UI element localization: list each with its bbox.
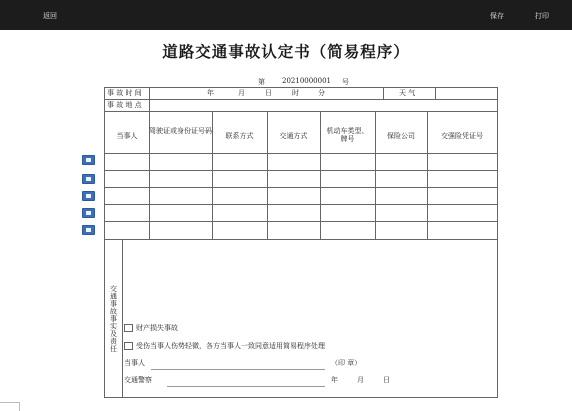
top-toolbar — [0, 0, 572, 30]
month-label: 月 — [238, 89, 245, 97]
save-button[interactable]: 保存 — [490, 12, 504, 20]
minor-injury-checkbox[interactable] — [124, 342, 133, 350]
day-label: 日 — [265, 89, 272, 97]
col-contact: 联系方式 — [225, 132, 254, 140]
serial-prefix: 第 — [258, 78, 265, 86]
id-card-icon — [86, 211, 91, 215]
row-edit-button[interactable] — [82, 191, 95, 201]
col-certificate: 交强险凭证号 — [441, 132, 483, 140]
row-edit-button[interactable] — [82, 225, 95, 235]
document-title: 道路交通事故认定书（简易程序） — [162, 42, 410, 61]
date-day-label: 日 — [383, 376, 390, 384]
print-button[interactable]: 打印 — [535, 12, 549, 20]
id-card-icon — [86, 158, 91, 162]
col-transport: 交通方式 — [279, 132, 308, 140]
accident-form — [104, 87, 498, 398]
id-card-icon — [86, 194, 91, 198]
row-edit-button[interactable] — [82, 208, 95, 218]
date-month-label: 月 — [357, 376, 364, 384]
year-label: 年 — [207, 89, 214, 97]
col-insurer: 保险公司 — [387, 132, 415, 140]
id-card-icon — [86, 177, 91, 181]
col-vehicle: 机动车类型、牌号 — [326, 127, 369, 143]
property-loss-checkbox[interactable] — [124, 324, 133, 332]
weather-label: 天 气 — [399, 89, 416, 97]
facts-label: 交通事故事实及责任 — [109, 285, 118, 353]
party-sign-label: 当事人 — [124, 359, 145, 367]
serial-suffix: 号 — [342, 78, 349, 86]
time-label: 事 故 时 间 — [107, 89, 142, 97]
minute-label: 分 — [318, 89, 325, 97]
seal-label: （印 章） — [331, 359, 362, 367]
id-card-icon — [86, 228, 91, 232]
col-party: 当事人 — [116, 132, 138, 140]
police-label: 交通警察 — [124, 376, 152, 384]
property-loss-label: 财产损失事故 — [136, 324, 178, 332]
hour-label: 时 — [292, 89, 299, 97]
row-edit-button[interactable] — [82, 155, 95, 165]
row-edit-button[interactable] — [82, 174, 95, 184]
minor-injury-label: 受伤当事人伤势轻微，各方当事人一致同意适用简易程序处理 — [136, 342, 325, 350]
back-button[interactable]: 返回 — [43, 12, 57, 20]
date-year-label: 年 — [331, 376, 338, 384]
corner-handle — [0, 402, 20, 411]
place-label: 事 故 地 点 — [107, 101, 142, 109]
serial-number: 20210000001 — [282, 77, 331, 85]
col-license: 驾驶证或身份证号码 — [149, 127, 212, 135]
